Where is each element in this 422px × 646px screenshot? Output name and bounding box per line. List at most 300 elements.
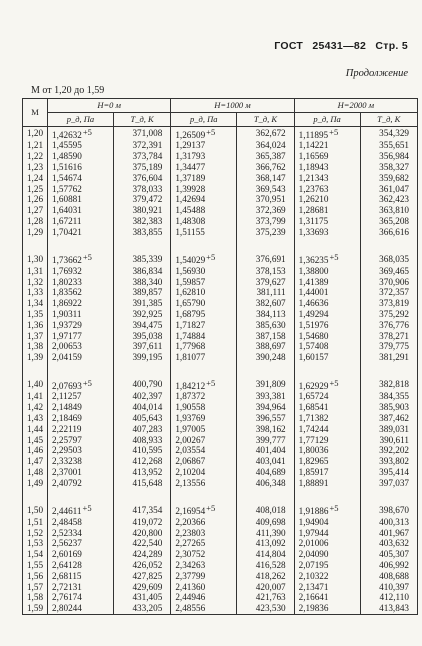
pressure-cell [171,151,237,162]
mach-cell [23,413,48,424]
cell-value: 1,81077 [175,352,206,363]
pressure-cell [171,402,237,413]
cell-value: 1,41 [26,391,44,402]
cell-value: 1,56 [26,570,44,581]
cell-value: 416,528 [255,559,286,570]
table-row [23,266,418,277]
cell-value: 1,39928 [175,183,206,194]
temperature-cell [360,162,417,173]
cell-value: 408,688 [379,570,409,581]
cell-value: 399,777 [255,434,286,445]
spacer-cell [171,363,237,378]
table-row [23,341,418,352]
temperature-cell [113,194,170,205]
pressure-cell [48,424,114,435]
temperature-cell [113,173,170,184]
cell-value: 369,465 [379,265,409,276]
temperature-cell [237,582,294,593]
cell-value: 392,202 [379,445,409,456]
table-row [23,126,418,140]
cell-value: 1,58 [26,592,44,603]
cell-value: 2,07195 [298,559,329,570]
temperature-cell [113,528,170,539]
pressure-cell [294,592,360,603]
temperature-cell [360,582,417,593]
table-row [23,309,418,320]
cell-value: 373,784 [132,151,163,162]
temperature-cell [360,592,417,603]
temperature-cell [360,331,417,342]
table-row [23,227,418,238]
cell-value: 1,43 [26,412,44,423]
cell-value: 1,42 [26,402,44,413]
temperature-cell [113,517,170,528]
pressure-cell [48,391,114,402]
cell-value: 381,111 [256,287,286,298]
cell-value: 1,55 [26,559,44,570]
cell-value: 362,423 [379,194,409,205]
mach-cell [23,571,48,582]
temperature-cell [237,402,294,413]
pressure-cell [171,592,237,603]
cell-value: 389,031 [379,423,409,434]
exponent-label: +5 [82,377,92,388]
atmosphere-table [22,98,418,615]
exponent-label: +5 [206,377,216,388]
cell-value: 403,041 [255,456,286,467]
cell-value: 1,31 [26,265,44,276]
cell-value: 419,072 [132,516,163,527]
cell-value: 366,762 [255,161,286,172]
cell-value: 1,44 [26,423,44,434]
cell-value: 383,855 [132,226,163,237]
pressure-cell [294,298,360,309]
mach-cell [23,467,48,478]
cell-value: 422,540 [132,538,163,549]
cell-value: 1,54674 [52,172,82,183]
spacer-cell [113,489,170,504]
column-header-temperature: T_д, K [113,112,170,126]
mach-cell [23,341,48,352]
temperature-cell [360,298,417,309]
pressure-cell [294,517,360,528]
pressure-cell [48,478,114,489]
cell-value: 364,024 [255,140,286,151]
pressure-cell [48,194,114,205]
spacer-cell [113,363,170,378]
pressure-cell [294,287,360,298]
cell-value: 376,776 [379,319,409,330]
cell-value: 1,38800 [298,265,329,276]
temperature-cell [113,298,170,309]
cell-value: 1,35 [26,309,44,320]
cell-value: 1,48308 [175,215,206,226]
cell-value: 380,921 [132,205,163,216]
temperature-cell [113,424,170,435]
temperature-cell [360,287,417,298]
spacer-cell [23,489,48,504]
cell-value: 2,56237 [52,538,82,549]
cell-value: 1,34477 [175,161,206,172]
temperature-cell [237,184,294,195]
pressure-cell [171,331,237,342]
block-spacer [23,238,418,253]
pressure-cell [294,216,360,227]
temperature-cell [113,378,170,392]
temperature-cell [360,378,417,392]
table-row [23,503,418,517]
cell-value: 1,97177 [52,330,82,341]
temperature-cell [360,445,417,456]
cell-value: 2,07693 [52,380,82,391]
pressure-cell [294,391,360,402]
cell-value: 1,28 [26,215,44,226]
cell-value: 372,357 [379,287,409,298]
cell-value: 2,40792 [52,477,82,488]
cell-value: 1,40 [26,379,44,390]
cell-value: 412,110 [379,592,409,603]
cell-value: 363,810 [379,205,409,216]
table-row [23,298,418,309]
pressure-cell [48,341,114,352]
cell-value: 370,906 [379,276,409,287]
temperature-cell [237,571,294,582]
spacer-cell [360,363,417,378]
spacer-cell [237,238,294,253]
cell-value: 1,28681 [298,205,329,216]
cell-value: 401,967 [379,527,409,538]
table-row [23,592,418,603]
cell-value: 1,33693 [298,226,329,237]
spacer-cell [294,238,360,253]
cell-value: 1,42694 [175,194,206,205]
column-group-h1000: H=1000 м [171,99,294,113]
column-header-pressure: p_д, Па [48,112,114,126]
pressure-cell [171,184,237,195]
cell-value: 1,39 [26,352,44,363]
block-spacer [23,489,418,504]
temperature-cell [360,549,417,560]
cell-value: 372,369 [255,205,286,216]
cell-value: 1,42632 [52,129,82,140]
page-number: Стр. 5 [375,40,408,52]
pressure-cell [294,549,360,560]
temperature-cell [113,184,170,195]
temperature-cell [113,560,170,571]
mach-cell [23,378,48,392]
page-header [268,40,408,52]
temperature-cell [360,194,417,205]
cell-value: 2,01006 [298,538,329,549]
temperature-cell [237,560,294,571]
pressure-cell [171,456,237,467]
mach-cell [23,549,48,560]
table-row [23,571,418,582]
cell-value: 1,29 [26,226,44,237]
temperature-cell [237,331,294,342]
cell-value: 358,327 [379,161,409,172]
pressure-cell [294,435,360,446]
cell-value: 417,354 [132,504,163,515]
temperature-cell [360,126,417,140]
cell-value: 2,06867 [175,456,206,467]
mach-cell [23,391,48,402]
cell-value: 1,51616 [52,161,82,172]
cell-value: 1,16569 [298,151,329,162]
temperature-cell [237,503,294,517]
temperature-cell [360,151,417,162]
cell-value: 1,97944 [298,527,329,538]
cell-value: 412,268 [132,456,163,467]
temperature-cell [237,549,294,560]
pressure-cell [48,549,114,560]
cell-value: 1,48590 [52,151,82,162]
table-row [23,194,418,205]
pressure-cell [48,277,114,288]
mach-cell [23,309,48,320]
table-row [23,173,418,184]
temperature-cell [113,126,170,140]
table-row [23,216,418,227]
temperature-cell [360,173,417,184]
cell-value: 385,630 [255,319,286,330]
cell-value: 408,018 [255,504,286,515]
cell-value: 1,93729 [52,319,82,330]
cell-value: 354,329 [379,128,409,139]
mach-cell [23,140,48,151]
cell-value: 1,23763 [298,183,329,194]
cell-value: 382,607 [255,298,286,309]
temperature-cell [237,162,294,173]
temperature-cell [237,603,294,614]
mach-cell [23,456,48,467]
cell-value: 375,239 [255,226,286,237]
temperature-cell [360,538,417,549]
table-row [23,549,418,560]
cell-value: 1,90558 [175,402,206,413]
cell-value: 2,19836 [298,603,329,614]
cell-value: 1,60157 [298,352,329,363]
cell-value: 1,57408 [298,341,329,352]
temperature-cell [113,549,170,560]
temperature-cell [113,571,170,582]
column-header-pressure: p_д, Па [294,112,360,126]
pressure-cell [171,341,237,352]
cell-value: 2,16641 [298,592,329,603]
continuation-label: Продолжение [345,68,408,79]
pressure-cell [48,173,114,184]
cell-value: 1,86922 [52,298,82,309]
cell-value: 366,616 [379,226,409,237]
exponent-label: +5 [82,252,92,263]
cell-value: 1,65790 [175,298,206,309]
pressure-cell [171,309,237,320]
cell-value: 391,385 [132,298,163,309]
pressure-cell [294,402,360,413]
pressure-cell [171,252,237,266]
temperature-cell [237,309,294,320]
temperature-cell [237,151,294,162]
cell-value: 379,472 [132,194,163,205]
temperature-cell [237,252,294,266]
cell-value: 385,903 [379,402,409,413]
cell-value: 371,008 [132,128,163,139]
cell-value: 1,62810 [175,287,206,298]
cell-value: 1,36235 [298,255,329,266]
pressure-cell [48,592,114,603]
spacer-cell [48,238,114,253]
cell-value: 1,26509 [175,129,206,140]
temperature-cell [360,402,417,413]
temperature-cell [237,424,294,435]
temperature-cell [237,478,294,489]
temperature-cell [360,391,417,402]
temperature-cell [113,227,170,238]
spacer-cell [360,238,417,253]
cell-value: 1,68795 [175,309,206,320]
table-row [23,352,418,363]
cell-value: 1,49 [26,477,44,488]
cell-value: 404,689 [255,466,286,477]
cell-value: 1,74244 [298,423,329,434]
temperature-cell [113,478,170,489]
temperature-cell [237,173,294,184]
temperature-cell [113,252,170,266]
temperature-cell [113,140,170,151]
pressure-cell [48,162,114,173]
cell-value: 2,00653 [52,341,82,352]
temperature-cell [113,391,170,402]
cell-value: 405,307 [379,549,409,560]
cell-value: 1,54 [26,549,44,560]
table-row [23,582,418,593]
temperature-cell [237,341,294,352]
pressure-cell [294,184,360,195]
mach-cell [23,352,48,363]
cell-value: 1,31175 [298,215,329,226]
cell-value: 375,292 [379,309,409,320]
cell-value: 1,88891 [298,477,329,488]
cell-value: 372,391 [132,140,163,151]
pressure-cell [171,287,237,298]
temperature-cell [237,391,294,402]
cell-value: 1,59857 [175,276,206,287]
cell-value: 1,44001 [298,287,329,298]
cell-value: 373,819 [379,298,409,309]
pressure-cell [171,571,237,582]
cell-value: 379,627 [255,276,286,287]
cell-value: 2,30752 [175,549,206,560]
cell-value: 1,65724 [298,391,329,402]
mach-cell [23,277,48,288]
pressure-cell [171,277,237,288]
cell-value: 373,799 [255,215,286,226]
pressure-cell [48,445,114,456]
table-row [23,445,418,456]
cell-value: 2,14849 [52,402,82,413]
pressure-cell [48,205,114,216]
cell-value: 2,22119 [52,423,82,434]
temperature-cell [237,216,294,227]
cell-value: 1,30 [26,253,44,264]
mach-cell [23,298,48,309]
pressure-cell [48,140,114,151]
cell-value: 423,530 [255,603,286,614]
cell-value: 2,52334 [52,527,82,538]
cell-value: 405,643 [132,412,163,423]
spacer-cell [171,489,237,504]
temperature-cell [237,538,294,549]
temperature-cell [237,467,294,478]
pressure-cell [171,538,237,549]
exponent-label: +5 [82,503,92,513]
temperature-cell [360,424,417,435]
cell-value: 1,37 [26,330,44,341]
exponent-label: +5 [82,126,92,137]
cell-value: 1,38 [26,341,44,352]
table-row [23,413,418,424]
cell-value: 1,84212 [175,380,206,391]
cell-value: 410,397 [379,581,409,592]
cell-value: 392,925 [132,309,163,320]
pressure-cell [171,467,237,478]
cell-value: 407,283 [132,423,163,434]
mach-cell [23,173,48,184]
pressure-cell [294,252,360,266]
pressure-cell [48,538,114,549]
temperature-cell [237,205,294,216]
cell-value: 2,44946 [175,592,206,603]
pressure-cell [171,435,237,446]
cell-value: 1,23 [26,161,44,172]
cell-value: 1,51976 [298,319,329,330]
pressure-cell [171,140,237,151]
cell-value: 400,313 [379,516,409,527]
pressure-cell [294,151,360,162]
mach-cell [23,151,48,162]
table-row [23,162,418,173]
pressure-cell [171,266,237,277]
cell-value: 2,04090 [298,549,329,560]
table-row [23,378,418,392]
spacer-cell [360,489,417,504]
pressure-cell [171,413,237,424]
standard-number: 25431—82 [312,40,367,52]
temperature-cell [360,456,417,467]
temperature-cell [360,528,417,539]
cell-value: 1,26 [26,194,44,205]
pressure-cell [171,582,237,593]
pressure-cell [294,571,360,582]
pressure-cell [294,352,360,363]
pressure-cell [48,517,114,528]
cell-value: 2,27265 [175,538,206,549]
cell-value: 2,76174 [52,592,82,603]
temperature-cell [237,277,294,288]
pressure-cell [171,227,237,238]
cell-value: 391,809 [255,379,286,390]
table-row [23,205,418,216]
table-row [23,478,418,489]
mach-cell [23,266,48,277]
pressure-cell [294,424,360,435]
pressure-cell [48,560,114,571]
cell-value: 406,348 [255,477,286,488]
cell-value: 401,404 [255,445,286,456]
pressure-cell [171,352,237,363]
pressure-cell [294,162,360,173]
temperature-cell [360,503,417,517]
